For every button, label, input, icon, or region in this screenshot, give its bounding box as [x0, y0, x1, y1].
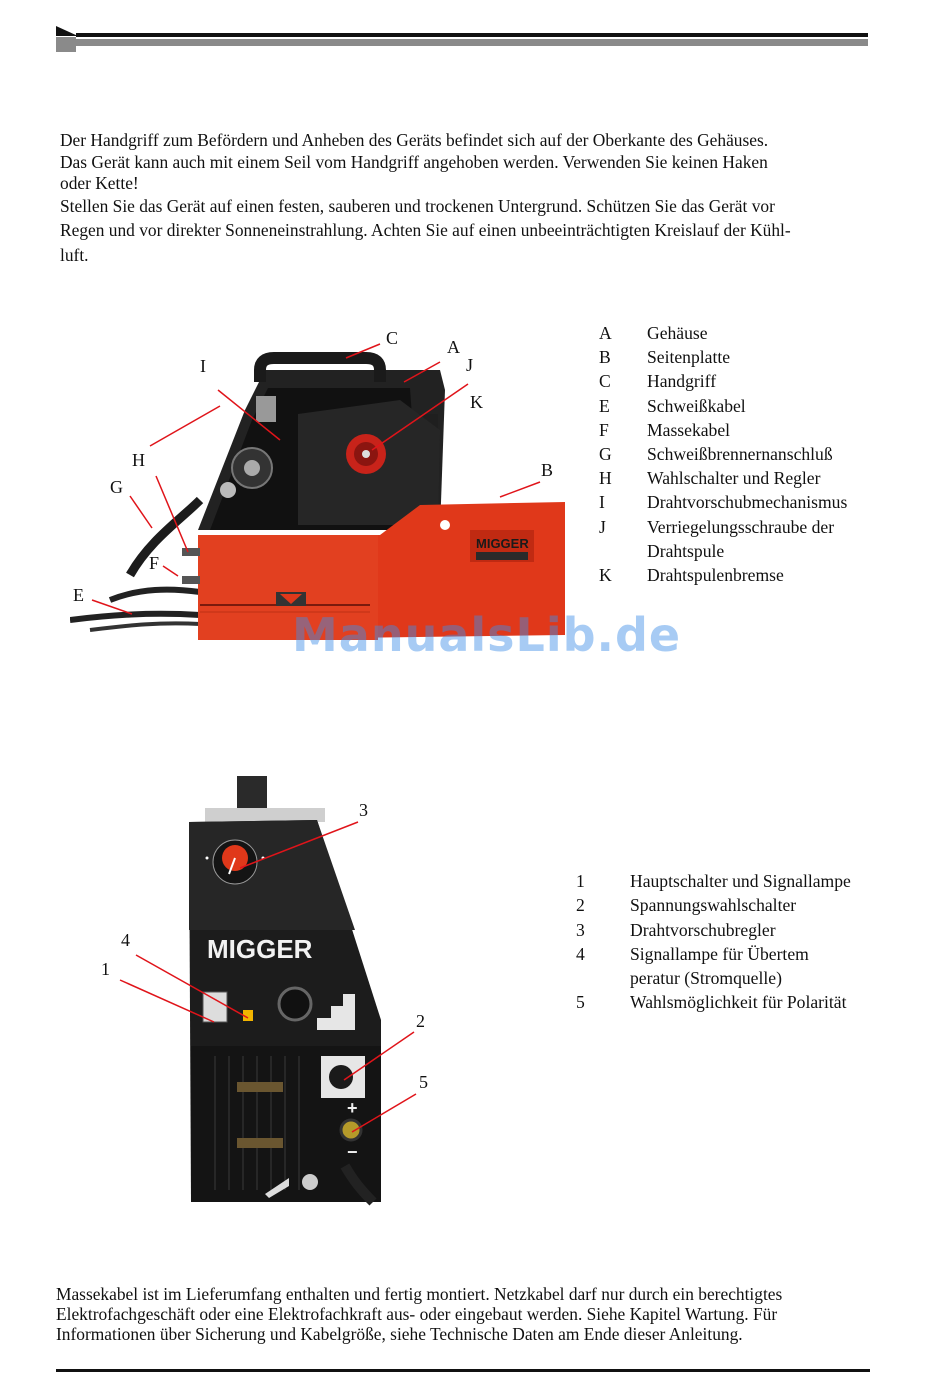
legend-key [599, 539, 647, 563]
legend-item [599, 394, 889, 418]
legend-key: J [599, 516, 606, 537]
callout-j: J [466, 355, 474, 375]
legend-text: Drahtvorschubregler [630, 919, 776, 940]
legend-item [576, 893, 886, 917]
legend-text: Drahtspule [647, 540, 725, 561]
legend-item [599, 321, 889, 345]
outro-paragraph [56, 1284, 870, 1345]
legend-item [599, 563, 889, 587]
legend-key: K [599, 565, 612, 586]
callout-k: K [470, 392, 483, 412]
callout-e: E [73, 585, 84, 605]
legend-key: G [599, 444, 612, 465]
legend-item [576, 990, 886, 1014]
callout-4: 4 [121, 930, 130, 950]
footer-rule [56, 1369, 870, 1372]
legend-item [599, 369, 889, 393]
legend-key: 5 [576, 992, 585, 1013]
callout-h: H [132, 450, 145, 470]
legend-text: Schweißbrennernanschluß [647, 444, 833, 465]
callout-a: A [447, 337, 460, 357]
outro-line: Massekabel ist im Lieferumfang enthalten und fertig montiert. Netzkabel darf nur durch ein berechtigtes [56, 1284, 783, 1304]
legend-key: I [599, 492, 605, 513]
intro-line: luft. [60, 244, 89, 265]
legend-text: peratur (Stromquelle) [630, 968, 782, 989]
legend-key: F [599, 419, 609, 440]
outro-line: Informationen über Sicherung und Kabelgröße, siehe Technische Daten am Ende dieser Anleitung. [56, 1324, 743, 1345]
legend-item [576, 966, 886, 990]
legend-key: 4 [576, 943, 585, 964]
polarity-minus: − [347, 1142, 358, 1162]
callout-i: I [200, 356, 206, 376]
legend-key: 1 [576, 871, 585, 891]
callout-1: 1 [101, 959, 110, 979]
intro-line: oder Kette! [60, 173, 139, 193]
watermark: ManualsLib.de [292, 608, 682, 662]
legend-text: Gehäuse [647, 323, 708, 343]
legend-item [599, 466, 889, 490]
intro-line: Der Handgriff zum Befördern und Anheben des Geräts befindet sich auf der Oberkante des Gehäuses. [60, 130, 769, 150]
intro-line: Stellen Sie das Gerät auf einen festen, sauberen und trockenen Untergrund. Schützen Sie das Gerät vor [60, 195, 775, 216]
legend-text: Wahlschalter und Regler [647, 468, 821, 489]
brand-logo-front: MIGGER [207, 934, 313, 964]
legend-text: Verriegelungsschraube der [647, 516, 835, 537]
legend-item [599, 539, 889, 563]
legend-text: Handgriff [647, 371, 717, 392]
legend-text: Drahtvorschubmechanismus [647, 492, 848, 513]
polarity-plus: + [347, 1098, 358, 1118]
legend-item [599, 345, 889, 369]
legend-text: Hauptschalter und Signallampe [630, 871, 851, 891]
legend-item [576, 869, 886, 893]
legend-key: E [599, 395, 610, 416]
callout-b: B [541, 460, 554, 480]
outro-line: Elektrofachgeschäft oder eine Elektrofachkraft aus- oder eingebaut werden. Siehe Kapitel Wartung. Für [56, 1304, 778, 1325]
callout-3: 3 [359, 800, 368, 820]
legend-text: Spannungswahlschalter [630, 895, 797, 916]
legend-key [576, 966, 630, 990]
legend-key: A [599, 323, 612, 343]
legend-item [576, 918, 886, 942]
legend-item [599, 418, 889, 442]
callout-5: 5 [419, 1072, 428, 1092]
legend-item [599, 442, 889, 466]
figure1-legend [599, 321, 889, 587]
legend-key: C [599, 371, 611, 392]
callout-f: F [149, 553, 160, 573]
legend-item [576, 942, 886, 966]
legend-text: Schweißkabel [647, 395, 746, 416]
legend-key: B [599, 347, 611, 368]
callout-2: 2 [416, 1011, 425, 1031]
legend-item [599, 490, 889, 514]
legend-text: Massekabel [647, 419, 731, 440]
legend-text: Drahtspulenbremse [647, 565, 784, 586]
brand-logo-side: MIGGER [476, 536, 529, 551]
figure2-legend [576, 869, 886, 1015]
legend-text: Wahlsmöglichkeit für Polarität [630, 992, 847, 1013]
intro-line: Das Gerät kann auch mit einem Seil vom Handgriff angehoben werden. Verwenden Sie keinen Haken [60, 151, 768, 172]
legend-key: 3 [576, 919, 585, 940]
callout-c: C [386, 328, 399, 348]
callout-g: G [110, 477, 123, 497]
legend-key: H [599, 468, 612, 489]
legend-text: Signallampe für Übertem [630, 943, 809, 964]
legend-text: Seitenplatte [647, 347, 731, 368]
legend-item [599, 515, 889, 539]
legend-key: 2 [576, 895, 585, 916]
intro-line: Regen und vor direkter Sonneneinstrahlung. Achten Sie auf einen unbeeinträchtigten Kreislauf der Kühl- [60, 220, 791, 240]
